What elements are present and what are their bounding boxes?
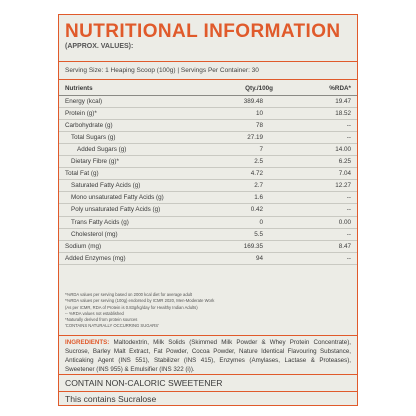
nutrient-qty: 0	[259, 218, 263, 226]
table-row	[59, 192, 357, 204]
table-row	[59, 180, 357, 192]
nutrient-name: Saturated Fatty Acids (g)	[71, 182, 141, 190]
table-row	[59, 229, 357, 241]
sweetener-notice: CONTAIN NON-CALORIC SWEETENER	[59, 375, 357, 392]
nutrient-qty: 4.72	[250, 170, 263, 178]
nutrient-rda: 14.00	[335, 145, 351, 153]
nutrient-name: Mono unsaturated Fatty Acids (g)	[71, 194, 164, 202]
nutrient-rda: 8.47	[338, 242, 351, 250]
nutrition-table	[59, 83, 357, 265]
footnote: (As per ICMR, RDA of Protein is 0.83g/kg/day for Healthy Indian Adults)	[65, 304, 198, 310]
table-row	[59, 241, 357, 253]
nutrient-qty: 78	[255, 121, 263, 129]
nutrient-name: Dietary Fibre (g)*	[71, 158, 119, 166]
nutrient-name: Sodium (mg)	[65, 242, 102, 250]
column-header-qty: Qty./100g	[245, 85, 273, 92]
nutrient-rda: --	[346, 133, 351, 141]
ingredients-section	[59, 335, 357, 375]
table-row	[59, 144, 357, 156]
footnote: *%RDA values per serving (100g) endorsed by ICMR 2020, Men-Moderate Work	[65, 298, 215, 304]
column-header-rda: %RDA*	[329, 85, 351, 92]
nutrient-name: Protein (g)*	[65, 109, 97, 117]
nutrient-qty: 169.35	[243, 242, 263, 250]
table-row	[59, 217, 357, 229]
nutrient-name: Total Fat (g)	[65, 170, 99, 178]
nutrient-rda: 0.00	[338, 218, 351, 226]
nutrient-rda: 6.25	[338, 158, 351, 166]
nutrient-qty: 7	[259, 145, 263, 153]
nutrient-rda: --	[346, 254, 351, 262]
nutrient-rda: 7.04	[338, 170, 351, 178]
footnote: *Naturally derived from protein sources	[65, 317, 138, 323]
nutrient-qty: 1.6	[254, 194, 263, 202]
footnotes	[65, 292, 353, 330]
serving-info: Serving Size: 1 Heaping Scoop (100g) | Servings Per Container: 30	[59, 61, 357, 80]
column-header-nutrients: Nutrients	[65, 85, 93, 92]
nutrient-name: Cholesterol (mg)	[71, 230, 118, 238]
nutrient-qty: 2.5	[254, 158, 263, 166]
nutrient-rda: 19.47	[335, 97, 351, 105]
table-row	[59, 168, 357, 180]
nutrient-name: Poly unsaturated Fatty Acids (g)	[71, 206, 161, 214]
ingredients-label: INGREDIENTS:	[65, 339, 110, 346]
table-row	[59, 96, 357, 108]
table-row	[59, 156, 357, 168]
nutrient-qty: 389.48	[243, 97, 263, 105]
footnote: 'CONTAINS NATURALLY OCCURRING SUGARS'	[65, 323, 159, 329]
label-title: NUTRITIONAL INFORMATION	[65, 21, 341, 42]
nutrient-name: Added Sugars (g)	[77, 145, 127, 153]
table-row	[59, 108, 357, 120]
label-subtitle: (APPROX. VALUES):	[65, 43, 134, 50]
nutrient-qty: 0.42	[250, 206, 263, 214]
nutrient-rda: 12.27	[335, 182, 351, 190]
nutrient-name: Carbohydrate (g)	[65, 121, 113, 129]
table-row	[59, 204, 357, 216]
nutrient-name: Total Sugars (g)	[71, 133, 116, 141]
nutrient-rda: --	[346, 194, 351, 202]
nutrient-rda: --	[346, 230, 351, 238]
footnote: -- %RDA values not established	[65, 310, 124, 316]
nutrient-rda: 18.52	[335, 109, 351, 117]
nutrient-qty: 10	[255, 109, 263, 117]
table-header-row	[59, 83, 357, 96]
nutrient-qty: 27.19	[247, 133, 263, 141]
nutrient-name: Trans Fatty Acids (g)	[71, 218, 129, 226]
nutrition-label-panel	[58, 14, 358, 406]
table-row	[59, 132, 357, 144]
nutrient-qty: 2.7	[254, 182, 263, 190]
nutrient-name: Energy (kcal)	[65, 97, 103, 105]
nutrient-qty: 94	[255, 254, 263, 262]
nutrient-name: Added Enzymes (mg)	[65, 254, 126, 262]
nutrient-qty: 5.5	[254, 230, 263, 238]
table-row	[59, 253, 357, 265]
sucralose-notice: This contains Sucralose	[65, 394, 157, 404]
ingredients-text: Maltodextrin, Milk Solids (Skimmed Milk Powder & Whey Protein Concentrate), Sucrose, Barley Malt Extract, Fat Powder, Cocoa Powder, Nature Identical Flavouring Substance, Anticaking Agent (INS 551), Stabilizer (INS 415), Enzymes (Amylases, Lactase & Proteases), Sweetener (INS 955) & Emulsifier (INS 322 (i)).	[65, 339, 351, 373]
nutrient-rda: --	[346, 121, 351, 129]
nutrient-rda: --	[346, 206, 351, 214]
footnote: *%RDA values per serving based on 2000 kcal diet for average adult	[65, 292, 193, 297]
table-row	[59, 120, 357, 132]
